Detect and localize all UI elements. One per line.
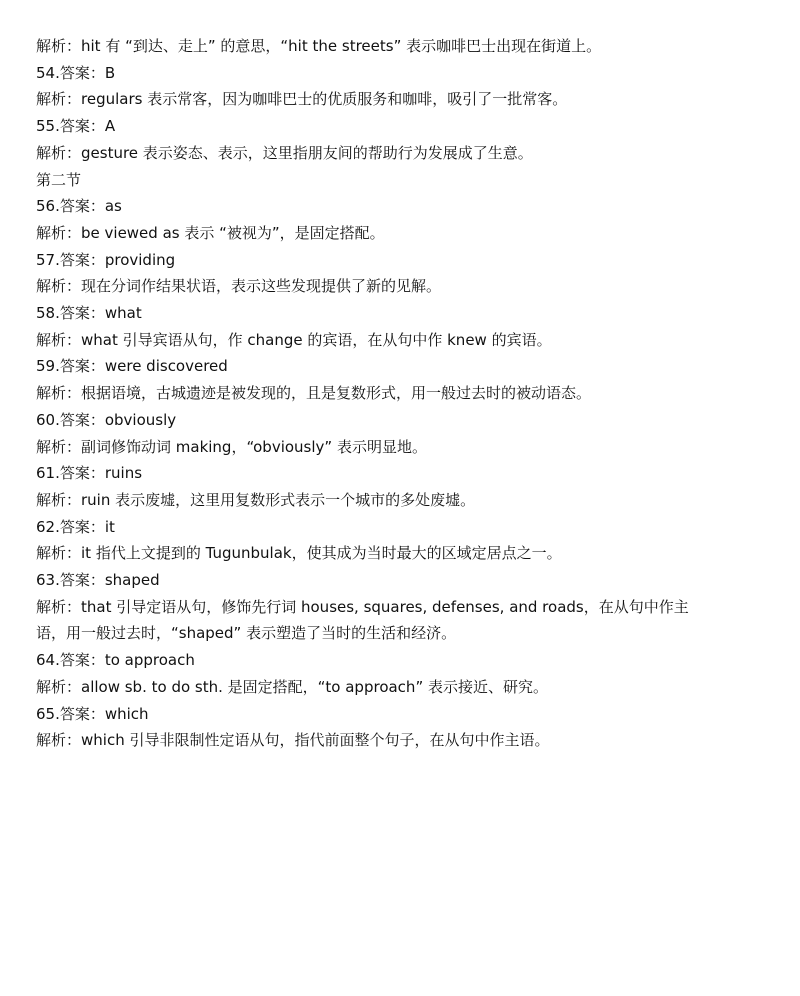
analysis-61-line: 解析：ruin 表示废墟，这里用复数形式表示一个城市的多处废墟。 (36, 490, 476, 509)
answer-63-line: 63.答案：shaped (36, 571, 160, 590)
analysis-62-line: 解析：it 指代上文提到的 Tugunbulak，使其成为当时最大的区域定居点之一。 (36, 544, 562, 563)
section-heading: 第二节 (36, 170, 82, 189)
analysis-55-line: 解析：gesture 表示姿态、表示，这里指朋友间的帮助行为发展成了生意。 (36, 143, 533, 162)
analysis-54-line: 解析：regulars 表示常客，因为咖啡巴士的优质服务和咖啡，吸引了一批常客。 (36, 90, 568, 109)
answer-55-line: 55.答案：A (36, 117, 116, 136)
analysis-58-line: 解析：what 引导宾语从句，作 change 的宾语，在从句中作 knew 的宾语。 (36, 330, 552, 349)
answer-54-line: 54.答案：B (36, 63, 116, 82)
analysis-65-line: 解析：which 引导非限制性定语从句，指代前面整个句子，在从句中作主语。 (36, 731, 550, 750)
answer-64-line: 64.答案：to approach (36, 651, 195, 670)
analysis-63-line-2: 语，用一般过去时，“shaped” 表示塑造了当时的生活和经济。 (36, 624, 457, 643)
analysis-63-line-1: 解析：that 引导定语从句，修饰先行词 houses, squares, defenses, and roads，在从句中作主 (36, 597, 689, 616)
answer-58-line: 58.答案：what (36, 304, 142, 323)
analysis-53-line: 解析：hit 有 “到达、走上” 的意思，“hit the streets” 表示咖啡巴士出现在街道上。 (36, 37, 602, 55)
answer-62-line: 62.答案：it (36, 517, 115, 536)
analysis-56-line: 解析：be viewed as 表示 “被视为”，是固定搭配。 (36, 223, 385, 242)
answer-65-line: 65.答案：which (36, 704, 149, 723)
analysis-57-line: 解析：现在分词作结果状语，表示这些发现提供了新的见解。 (36, 277, 442, 296)
analysis-60-line: 解析：副词修饰动词 making，“obviously” 表示明显地。 (36, 437, 427, 456)
answer-57-line: 57.答案：providing (36, 250, 176, 269)
analysis-64-line: 解析：allow sb. to do sth. 是固定搭配，“to approach” 表示接近、研究。 (36, 677, 548, 696)
answer-60-line: 60.答案：obviously (36, 410, 177, 429)
document-page (36, 33, 766, 754)
analysis-59-line: 解析：根据语境，古城遗迹是被发现的，且是复数形式，用一般过去时的被动语态。 (36, 384, 592, 403)
answer-59-line: 59.答案：were discovered (36, 357, 228, 376)
answer-56-line: 56.答案：as (36, 197, 122, 216)
answer-61-line: 61.答案：ruins (36, 464, 143, 483)
